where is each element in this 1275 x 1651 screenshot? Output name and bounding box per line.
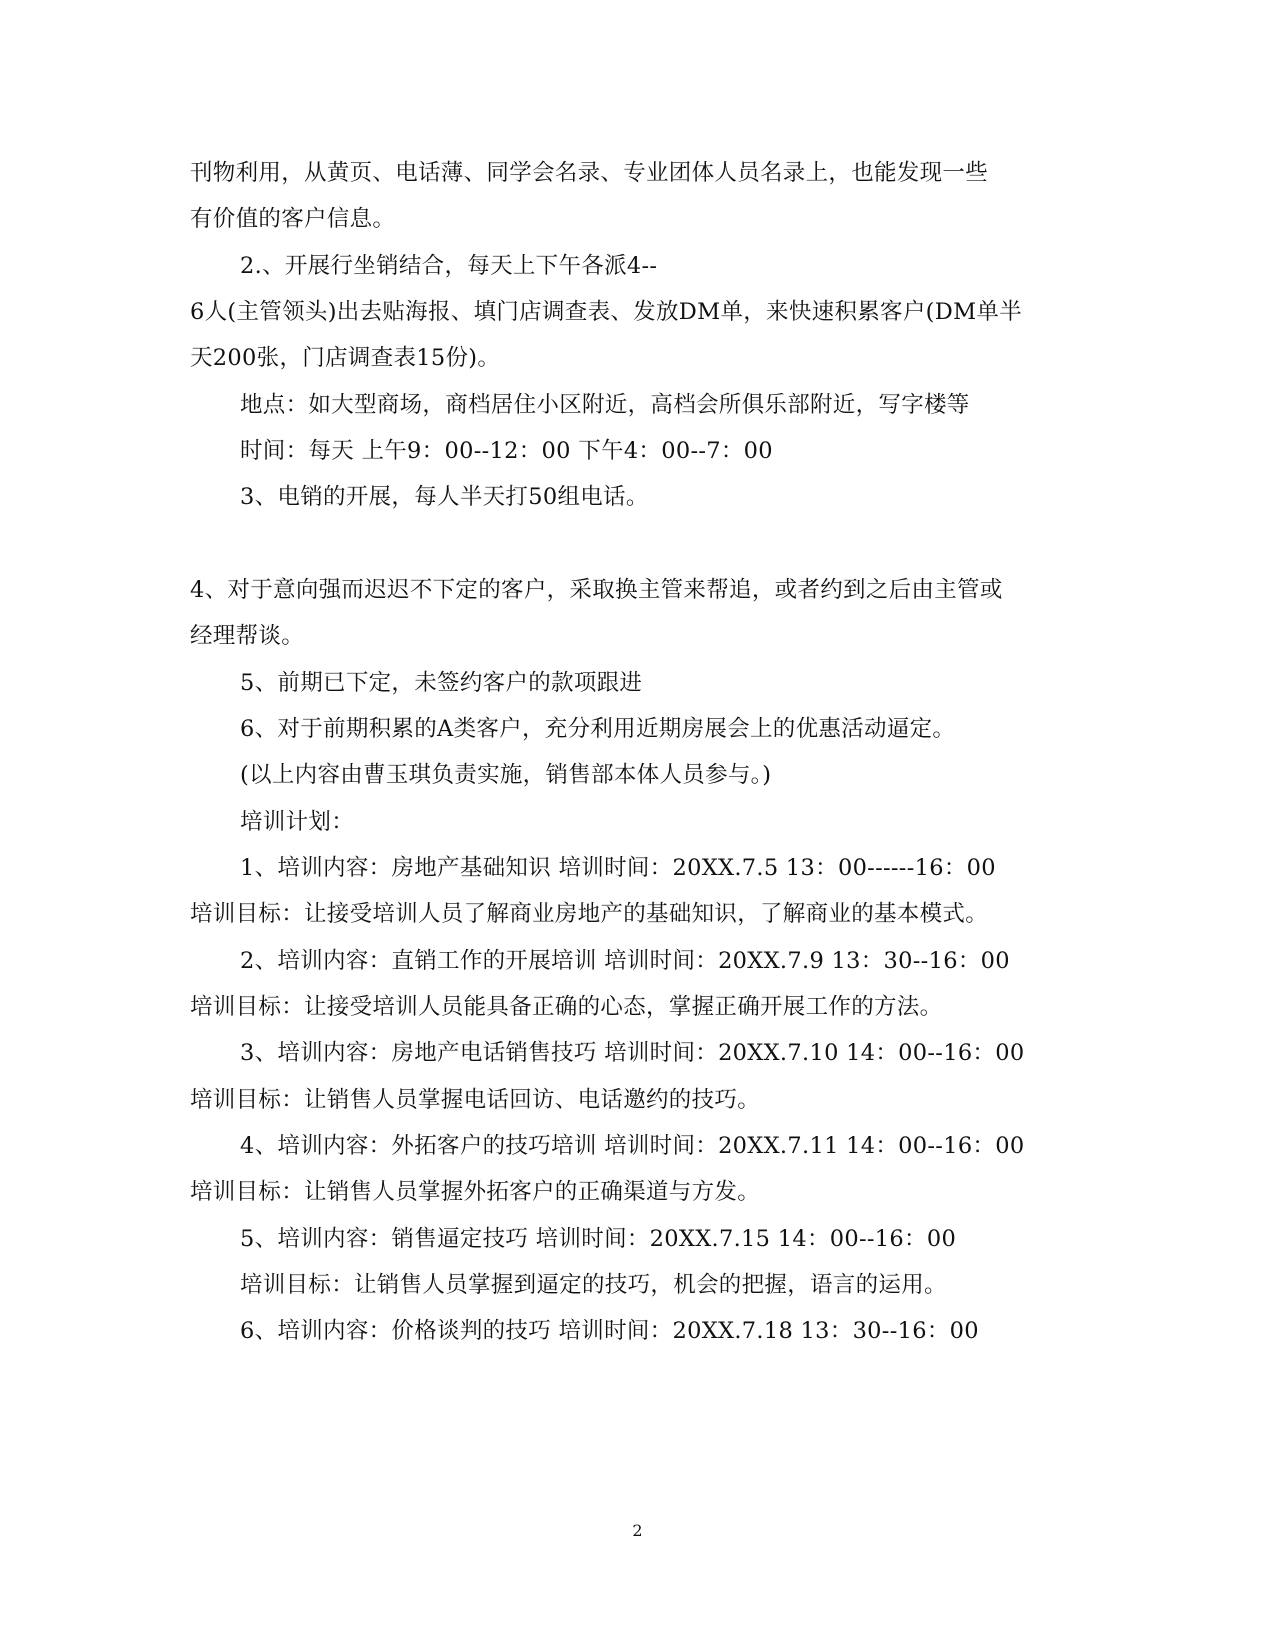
body-line: 培训目标：让销售人员掌握外拓客户的正确渠道与方发。 <box>190 1179 761 1205</box>
body-line: 6、培训内容：价格谈判的技巧 培训时间：20XX.7.18 13：30--16：00 <box>240 1318 979 1344</box>
body-line: (以上内容由曹玉琪负责实施，销售部本体人员参与。) <box>240 762 772 788</box>
body-line: 1、培训内容：房地产基础知识 培训时间：20XX.7.5 13：00------16：00 <box>240 855 996 881</box>
body-line: 培训目标：让接受培训人员了解商业房地产的基础知识，了解商业的基本模式。 <box>190 901 989 927</box>
section-heading: 培训计划： <box>240 809 355 835</box>
body-line: 5、培训内容：销售逼定技巧 培训时间：20XX.7.15 14：00--16：00 <box>240 1226 957 1252</box>
body-line: 2、培训内容：直销工作的开展培训 培训时间：20XX.7.9 13：30--16：00 <box>240 948 1010 974</box>
body-line: 3、培训内容：房地产电话销售技巧 培训时间：20XX.7.10 14：00--16：00 <box>240 1040 1025 1066</box>
body-line: 2.、开展行坐销结合，每天上下午各派4-- <box>240 253 658 279</box>
body-line: 经理帮谈。 <box>190 623 305 649</box>
body-line: 天200张，门店调查表15份)。 <box>190 345 501 371</box>
body-line: 培训目标：让接受培训人员能具备正确的心态，掌握正确开展工作的方法。 <box>190 994 943 1020</box>
body-line: 5、前期已下定，未签约客户的款项跟进 <box>240 670 643 696</box>
body-line: 6人(主管领头)出去贴海报、填门店调查表、发放DM单，来快速积累客户(DM单半 <box>190 299 1023 325</box>
body-line: 有价值的客户信息。 <box>190 206 396 232</box>
body-line: 时间：每天 上午9：00--12：00 下午4：00--7：00 <box>240 438 773 464</box>
body-line: 培训目标：让销售人员掌握到逼定的技巧，机会的把握，语言的运用。 <box>240 1272 947 1298</box>
body-line: 培训目标：让销售人员掌握电话回访、电话邀约的技巧。 <box>190 1087 761 1113</box>
page-number: 2 <box>632 1521 643 1540</box>
body-line: 刊物利用，从黄页、电话薄、同学会名录、专业团体人员名录上，也能发现一些 <box>190 160 989 186</box>
body-line: 6、对于前期积累的A类客户，充分利用近期房展会上的优惠活动逼定。 <box>240 716 956 742</box>
body-line: 4、培训内容：外拓客户的技巧培训 培训时间：20XX.7.11 14：00--16：00 <box>240 1133 1025 1159</box>
body-line: 地点：如大型商场，商档居住小区附近，高档会所俱乐部附近，写字楼等 <box>240 392 970 418</box>
body-line: 4、对于意向强而迟迟不下定的客户，采取换主管来帮追，或者约到之后由主管或 <box>190 577 1003 603</box>
body-line: 3、电销的开展，每人半天打50组电话。 <box>240 484 649 510</box>
